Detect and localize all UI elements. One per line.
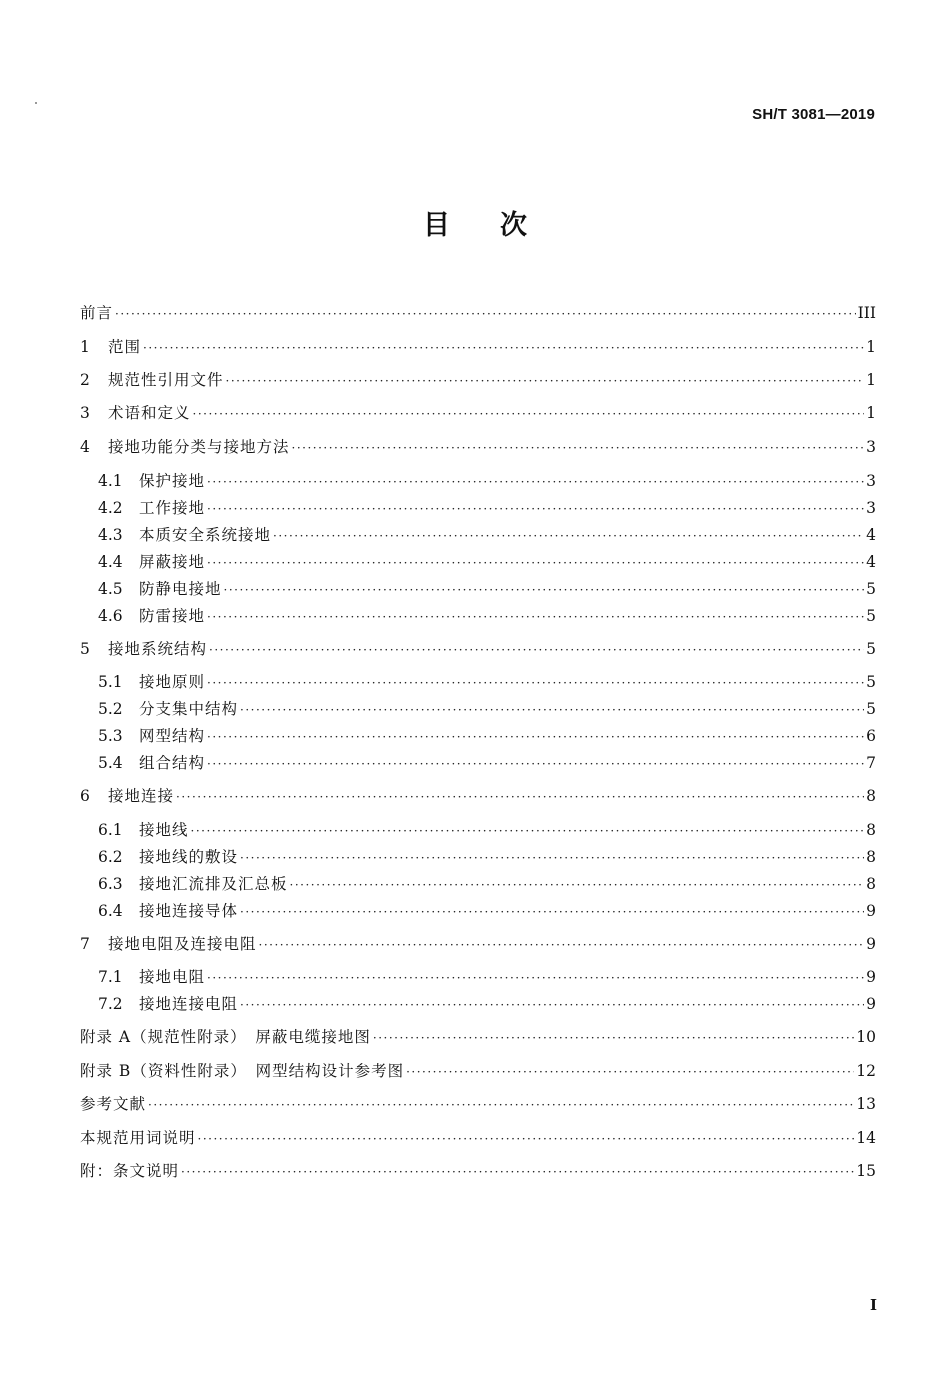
toc-dot-leader [207,556,864,570]
toc-entry-label: 接地电阻 [139,968,206,986]
toc-entry-label: 保护接地 [139,472,206,490]
toc-entry-label: 接地连接 [108,787,175,805]
toc-entry-number: 4 [80,438,90,456]
toc-entry-number: 4.1 [98,472,123,490]
toc-entry-page: 1 [866,371,876,389]
toc-entry-page: 9 [866,902,876,920]
toc-entry-page: 3 [866,499,876,517]
toc-entry-page: 4 [866,553,876,571]
toc-dot-leader [273,529,864,543]
toc-entry[interactable] [80,1126,876,1148]
toc-dot-leader [224,583,865,597]
toc-entry[interactable] [80,1025,876,1047]
toc-entry-label: 组合结构 [139,754,206,772]
footer-page-number: I [869,1296,877,1314]
toc-entry-number: 5.4 [98,754,123,772]
toc-entry-page: 8 [866,875,876,893]
toc-entry-label: 附：条文说明 [80,1162,180,1180]
toc-entry[interactable] [98,550,876,572]
toc-dot-leader [207,971,864,985]
toc-dot-leader [181,1165,854,1179]
toc-entry[interactable] [80,368,876,390]
toc-entry-label: 接地电阻及连接电阻 [108,935,257,953]
toc-entry[interactable] [98,523,876,545]
toc-entry[interactable] [80,335,876,357]
toc-dot-leader [115,307,856,321]
toc-entry-number: 4.3 [98,526,123,544]
toc-dot-leader [207,730,864,744]
toc-entry-number: 3 [80,404,90,422]
toc-entry[interactable] [98,577,876,599]
toc-entry-number: 5.1 [98,673,123,691]
toc-entry-page: 14 [856,1129,876,1147]
toc-entry-label: 接地功能分类与接地方法 [108,438,290,456]
toc-entry-page: 6 [866,727,876,745]
toc-entry-number: 5.3 [98,727,123,745]
toc-entry-page: 15 [856,1162,876,1180]
toc-entry-label: 网型结构 [139,727,206,745]
toc-dot-leader [240,703,864,717]
toc-dot-leader [207,610,864,624]
toc-dot-leader [240,998,864,1012]
toc-entry-number: 4.6 [98,607,123,625]
toc-dot-leader [373,1031,854,1045]
toc-entry-number: 4.2 [98,499,123,517]
toc-entry[interactable] [80,784,876,806]
toc-entry-page: 5 [866,700,876,718]
toc-entry-number: 4.5 [98,580,123,598]
toc-dot-leader [240,905,864,919]
title-char-right: 次 [500,210,527,241]
toc-dot-leader [259,938,865,952]
toc-dot-leader [191,824,865,838]
toc-entry-number: 7.2 [98,995,123,1013]
toc-entry-page: 1 [866,338,876,356]
toc-entry-label: 前言 [80,304,114,322]
toc-entry-page: 13 [856,1095,876,1113]
toc-dot-leader [193,407,865,421]
toc-entry-page: 3 [866,472,876,490]
toc-dot-leader [176,790,864,804]
toc-entry-number: 7.1 [98,968,123,986]
toc-entry[interactable] [80,435,876,457]
toc-entry-number: 5.2 [98,700,123,718]
toc-entry-page: 5 [866,640,876,658]
toc-entry[interactable] [98,899,876,921]
toc-entry[interactable] [80,1159,876,1181]
standard-code: SH/T 3081—2019 [752,106,875,123]
toc-entry-label: 接地连接电阻 [139,995,239,1013]
toc-entry-label: 本规范用词说明 [80,1129,196,1147]
toc-dot-leader [198,1132,855,1146]
toc-dot-leader [207,676,864,690]
toc-entry[interactable] [98,604,876,626]
toc-entry-label: 接地连接导体 [139,902,239,920]
toc-dot-leader [209,643,864,657]
toc-entry-page: III [857,304,876,322]
toc-entry[interactable] [98,965,876,987]
toc-entry[interactable] [80,932,876,954]
toc-entry[interactable] [98,818,876,840]
toc-entry-page: 10 [856,1028,876,1046]
toc-entry-label: 工作接地 [139,499,206,517]
toc-entry-label: 附录 A（规范性附录） 屏蔽电缆接地图 [80,1028,371,1046]
page-title [0,203,950,242]
toc-entry[interactable] [80,1092,876,1114]
toc-entry[interactable] [98,992,876,1014]
toc-dot-leader [207,475,864,489]
toc-entry-page: 8 [866,821,876,839]
toc-entry-number: 6.1 [98,821,123,839]
toc-dot-leader [226,374,865,388]
toc-entry-label: 接地线 [139,821,189,839]
toc-dot-leader [406,1065,854,1079]
toc-dot-leader [240,851,864,865]
toc-entry-number: 6 [80,787,90,805]
toc-entry-label: 屏蔽接地 [139,553,206,571]
toc-dot-leader [207,757,864,771]
scan-speck [35,102,37,104]
toc-entry-page: 5 [866,580,876,598]
toc-entry-page: 9 [866,995,876,1013]
toc-entry-number: 5 [80,640,90,658]
toc-entry[interactable] [98,697,876,719]
toc-entry[interactable] [98,845,876,867]
toc-entry-label: 接地汇流排及汇总板 [139,875,288,893]
toc-entry[interactable] [80,401,876,423]
toc-entry-label: 接地线的敷设 [139,848,239,866]
toc-entry-page: 9 [866,935,876,953]
toc-entry-page: 8 [866,848,876,866]
toc-entry-number: 6.4 [98,902,123,920]
toc-entry-number: 1 [80,338,90,356]
toc-entry-number: 7 [80,935,90,953]
toc-entry-label: 本质安全系统接地 [139,526,272,544]
toc-entry[interactable] [98,496,876,518]
toc-entry-number: 4.4 [98,553,123,571]
toc-entry-page: 5 [866,673,876,691]
toc-entry-number: 2 [80,371,90,389]
toc-dot-leader [290,878,865,892]
toc-entry-label: 参考文献 [80,1095,147,1113]
toc-dot-leader [292,441,865,455]
toc-entry[interactable] [80,301,876,323]
toc-entry[interactable] [80,1059,876,1081]
toc-entry-page: 12 [856,1062,876,1080]
toc-entry-page: 3 [866,438,876,456]
toc-entry-page: 7 [866,754,876,772]
toc-entry-number: 6.3 [98,875,123,893]
toc-entry-number: 6.2 [98,848,123,866]
toc-entry-label: 防雷接地 [139,607,206,625]
toc-entry[interactable] [98,872,876,894]
toc-dot-leader [207,502,864,516]
toc-dot-leader [148,1098,854,1112]
toc-entry[interactable] [98,469,876,491]
toc-entry-page: 8 [866,787,876,805]
toc-entry[interactable] [80,637,876,659]
toc-entry-label: 分支集中结构 [139,700,239,718]
toc-entry-page: 5 [866,607,876,625]
toc-entry[interactable] [98,670,876,692]
toc-entry-label: 规范性引用文件 [108,371,224,389]
toc-entry-page: 4 [866,526,876,544]
toc-entry[interactable] [98,724,876,746]
toc-entry[interactable] [98,751,876,773]
toc-entry-label: 接地系统结构 [108,640,208,658]
toc-entry-label: 附录 B（资料性附录） 网型结构设计参考图 [80,1062,405,1080]
toc-entry-label: 术语和定义 [108,404,191,422]
toc-entry-label: 范围 [108,338,142,356]
title-char-left: 目 [423,210,450,241]
toc-entry-page: 1 [866,404,876,422]
toc-dot-leader [143,341,864,355]
toc-entry-label: 接地原则 [139,673,206,691]
toc-entry-page: 9 [866,968,876,986]
toc-entry-label: 防静电接地 [139,580,222,598]
